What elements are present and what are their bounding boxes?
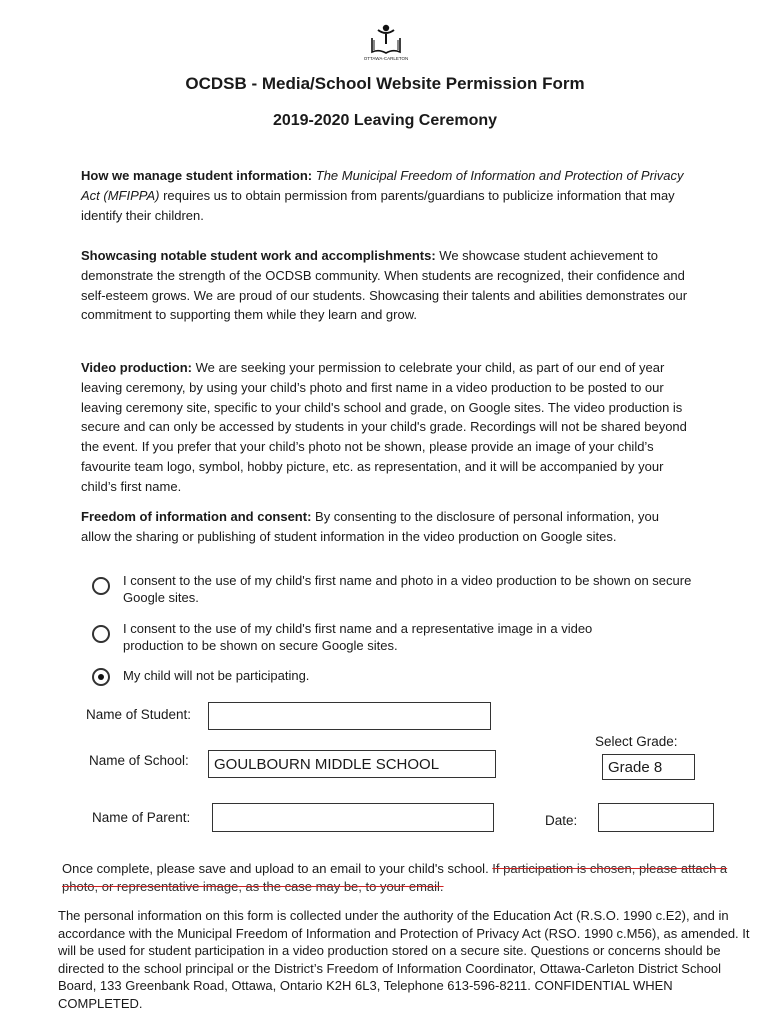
manage-body: requires us to obtain permission from parents/guardians to publicize information that may identify their children.	[81, 187, 675, 223]
video-heading: Video production:	[81, 360, 192, 375]
consent-heading: Freedom of information and consent:	[81, 509, 312, 524]
date-label: Date:	[545, 813, 578, 828]
mfippa-text: The Municipal Freedom of Information and Protection of Privacy Act (MFIPPA)	[81, 168, 684, 203]
instructions-text: Once complete, please save and upload to an email to your child's school.	[62, 861, 493, 876]
option-not-participating-radio[interactable]	[92, 668, 110, 686]
manage-heading: How we manage student information:	[81, 168, 313, 183]
submission-instructions	[62, 860, 742, 896]
school-name-label: Name of School:	[89, 753, 189, 768]
showcase-body: We showcase student achievement to demonstrate the strength of the OCDSB community. When students are recognized, their confidence and self-esteem grows. We are proud of our students. Showcasing their talents and abilities demonstrates our commitment to supporting them while they learn and grow.	[81, 248, 688, 323]
video-body: We are seeking your permission to celebrate your child, as part of our end of year leaving ceremony, by using your child’s photo and first name in a video production to be posted to our leaving ceremony site, specific to your child's school and grade, on Google sites. The video production is secure and can only be accessed by students in your child's grade. Recordings will not be shared beyond the event. If you prefer that your child’s photo not be shown, please provide an image of your child’s favourite team logo, symbol, hobby picture, etc. as representation, and it will be accompanied by your child’s first name.	[81, 360, 687, 494]
consent-paragraph	[81, 507, 691, 547]
page-subtitle: 2019-2020 Leaving Ceremony	[272, 112, 498, 129]
showcase-heading: Showcasing notable student work and accomplishments:	[81, 248, 436, 263]
parent-name-label: Name of Parent:	[92, 810, 191, 825]
option-photo-label: I consent to the use of my child's first name and photo in a video production to be shown on secure Google sites.	[123, 573, 692, 605]
option-photo-radio[interactable]	[92, 577, 110, 595]
school-name-field[interactable]: GOULBOURN MIDDLE SCHOOL	[208, 750, 496, 778]
page-title: OCDSB - Media/School Website Permission Form	[185, 74, 585, 93]
option-not-participating-label: My child will not be participating.	[123, 668, 310, 683]
parent-name-field[interactable]	[212, 803, 494, 832]
student-name-field[interactable]	[208, 702, 491, 730]
option-representative-radio[interactable]	[92, 625, 110, 643]
student-name-label: Name of Student:	[86, 707, 192, 722]
legal-notice: The personal information on this form is collected under the authority of the Education Act (R.S.O. 1990 c.E2), and in accordance with the Municipal Freedom of Information and Protection of Privacy Act (RSO. 1990 c.M56), as amended. It will be used for student participation in a video production stored on a secure site. Questions or concerns should be directed to the school principal or the District’s Freedom of Information Coordinator, Ottawa-Carleton District School Board, 133 Greenbank Road, Ottawa, Ontario K2H 6L3, Telephone 613-596-8211. CONFIDENTIAL WHEN COMPLETED.	[58, 908, 750, 1011]
grade-select[interactable]: Grade 8	[602, 754, 695, 780]
showcase-paragraph	[81, 246, 691, 325]
instructions-struck-text: If participation is chosen, please attach a photo, or representative image, as the case may be, to your email.	[62, 861, 728, 894]
grade-label: Select Grade:	[595, 734, 678, 749]
option-representative-label: I consent to the use of my child's first name and a representative image in a video production to be shown on secure Google sites.	[123, 621, 593, 653]
radio-selected-dot	[98, 674, 104, 680]
date-field[interactable]	[598, 803, 714, 832]
manage-info-paragraph	[81, 166, 691, 225]
ocdsb-logo	[364, 22, 408, 64]
video-paragraph	[81, 358, 691, 497]
logo-text: OTTAWA-CARLETON	[364, 56, 408, 61]
consent-body: By consenting to the disclosure of personal information, you allow the sharing or publishing of student information in the video production on Google sites.	[81, 509, 659, 544]
